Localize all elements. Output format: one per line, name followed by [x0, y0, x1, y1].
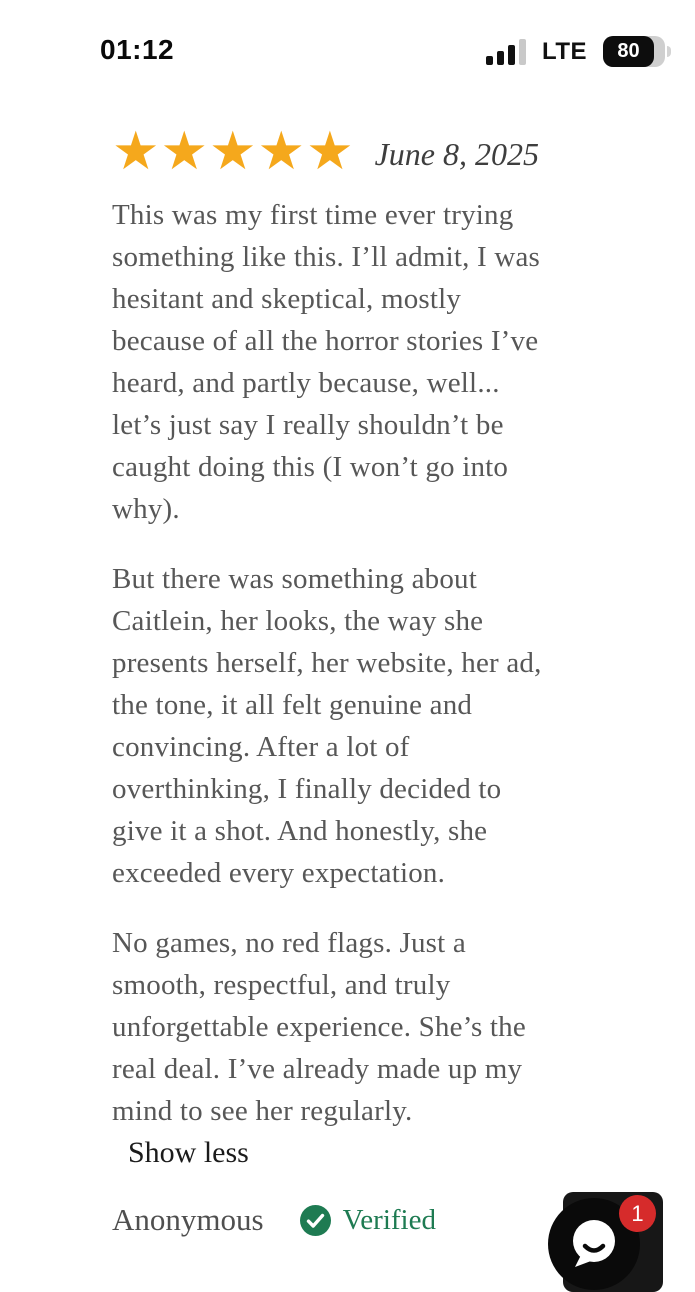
review-date: June 8, 2025 [374, 135, 539, 172]
review-paragraph: This was my first time ever trying something like this. I’ll admit, I was hesitant and skeptical, mostly because of all the horror stories I’ve heard, and partly because, well... let’s just say I really shouldn’t be caught doing this (I won’t go into why). [112, 199, 541, 525]
review-author: Anonymous [112, 1202, 264, 1237]
star-icon: ★ [257, 121, 306, 182]
chat-unread-badge [619, 1195, 656, 1232]
star-icon: ★ [209, 121, 257, 182]
star-rating [112, 121, 355, 182]
star-icon: ★ [112, 121, 160, 182]
review-paragraph: No games, no red flags. Just a smooth, respectful, and truly unforgettable experience. She’s the real deal. I’ve already made up my mind to see her regularly. [112, 927, 526, 1127]
verified-label: Verified [342, 1203, 436, 1236]
clock-time: 01:12 [100, 34, 175, 65]
chat-widget[interactable] [563, 1192, 663, 1292]
chat-unread-count: 1 [631, 1200, 644, 1226]
signal-strength-icon [486, 39, 526, 65]
review-card [112, 121, 554, 1238]
rating-row [112, 121, 554, 182]
chat-bubble-icon [565, 1215, 623, 1273]
review-body [112, 194, 554, 1174]
show-less-link[interactable]: Show less [128, 1136, 249, 1169]
battery-icon [603, 36, 665, 67]
review-paragraph: But there was something about Caitlein, her looks, the way she presents herself, her website, her ad, the tone, it all felt genuine and convincing. After a lot of overthinking, I finally decided to give it a shot. And honestly, she exceeded every expectation. [112, 563, 542, 889]
verified-check-icon [300, 1205, 331, 1236]
status-bar-right [486, 36, 665, 67]
star-icon: ★ [160, 121, 209, 182]
network-type-label: LTE [541, 37, 587, 65]
verified-badge [300, 1204, 436, 1237]
review-footer [112, 1202, 554, 1238]
star-icon: ★ [306, 121, 354, 182]
status-bar [0, 32, 695, 74]
battery-percent: 80 [617, 40, 640, 62]
